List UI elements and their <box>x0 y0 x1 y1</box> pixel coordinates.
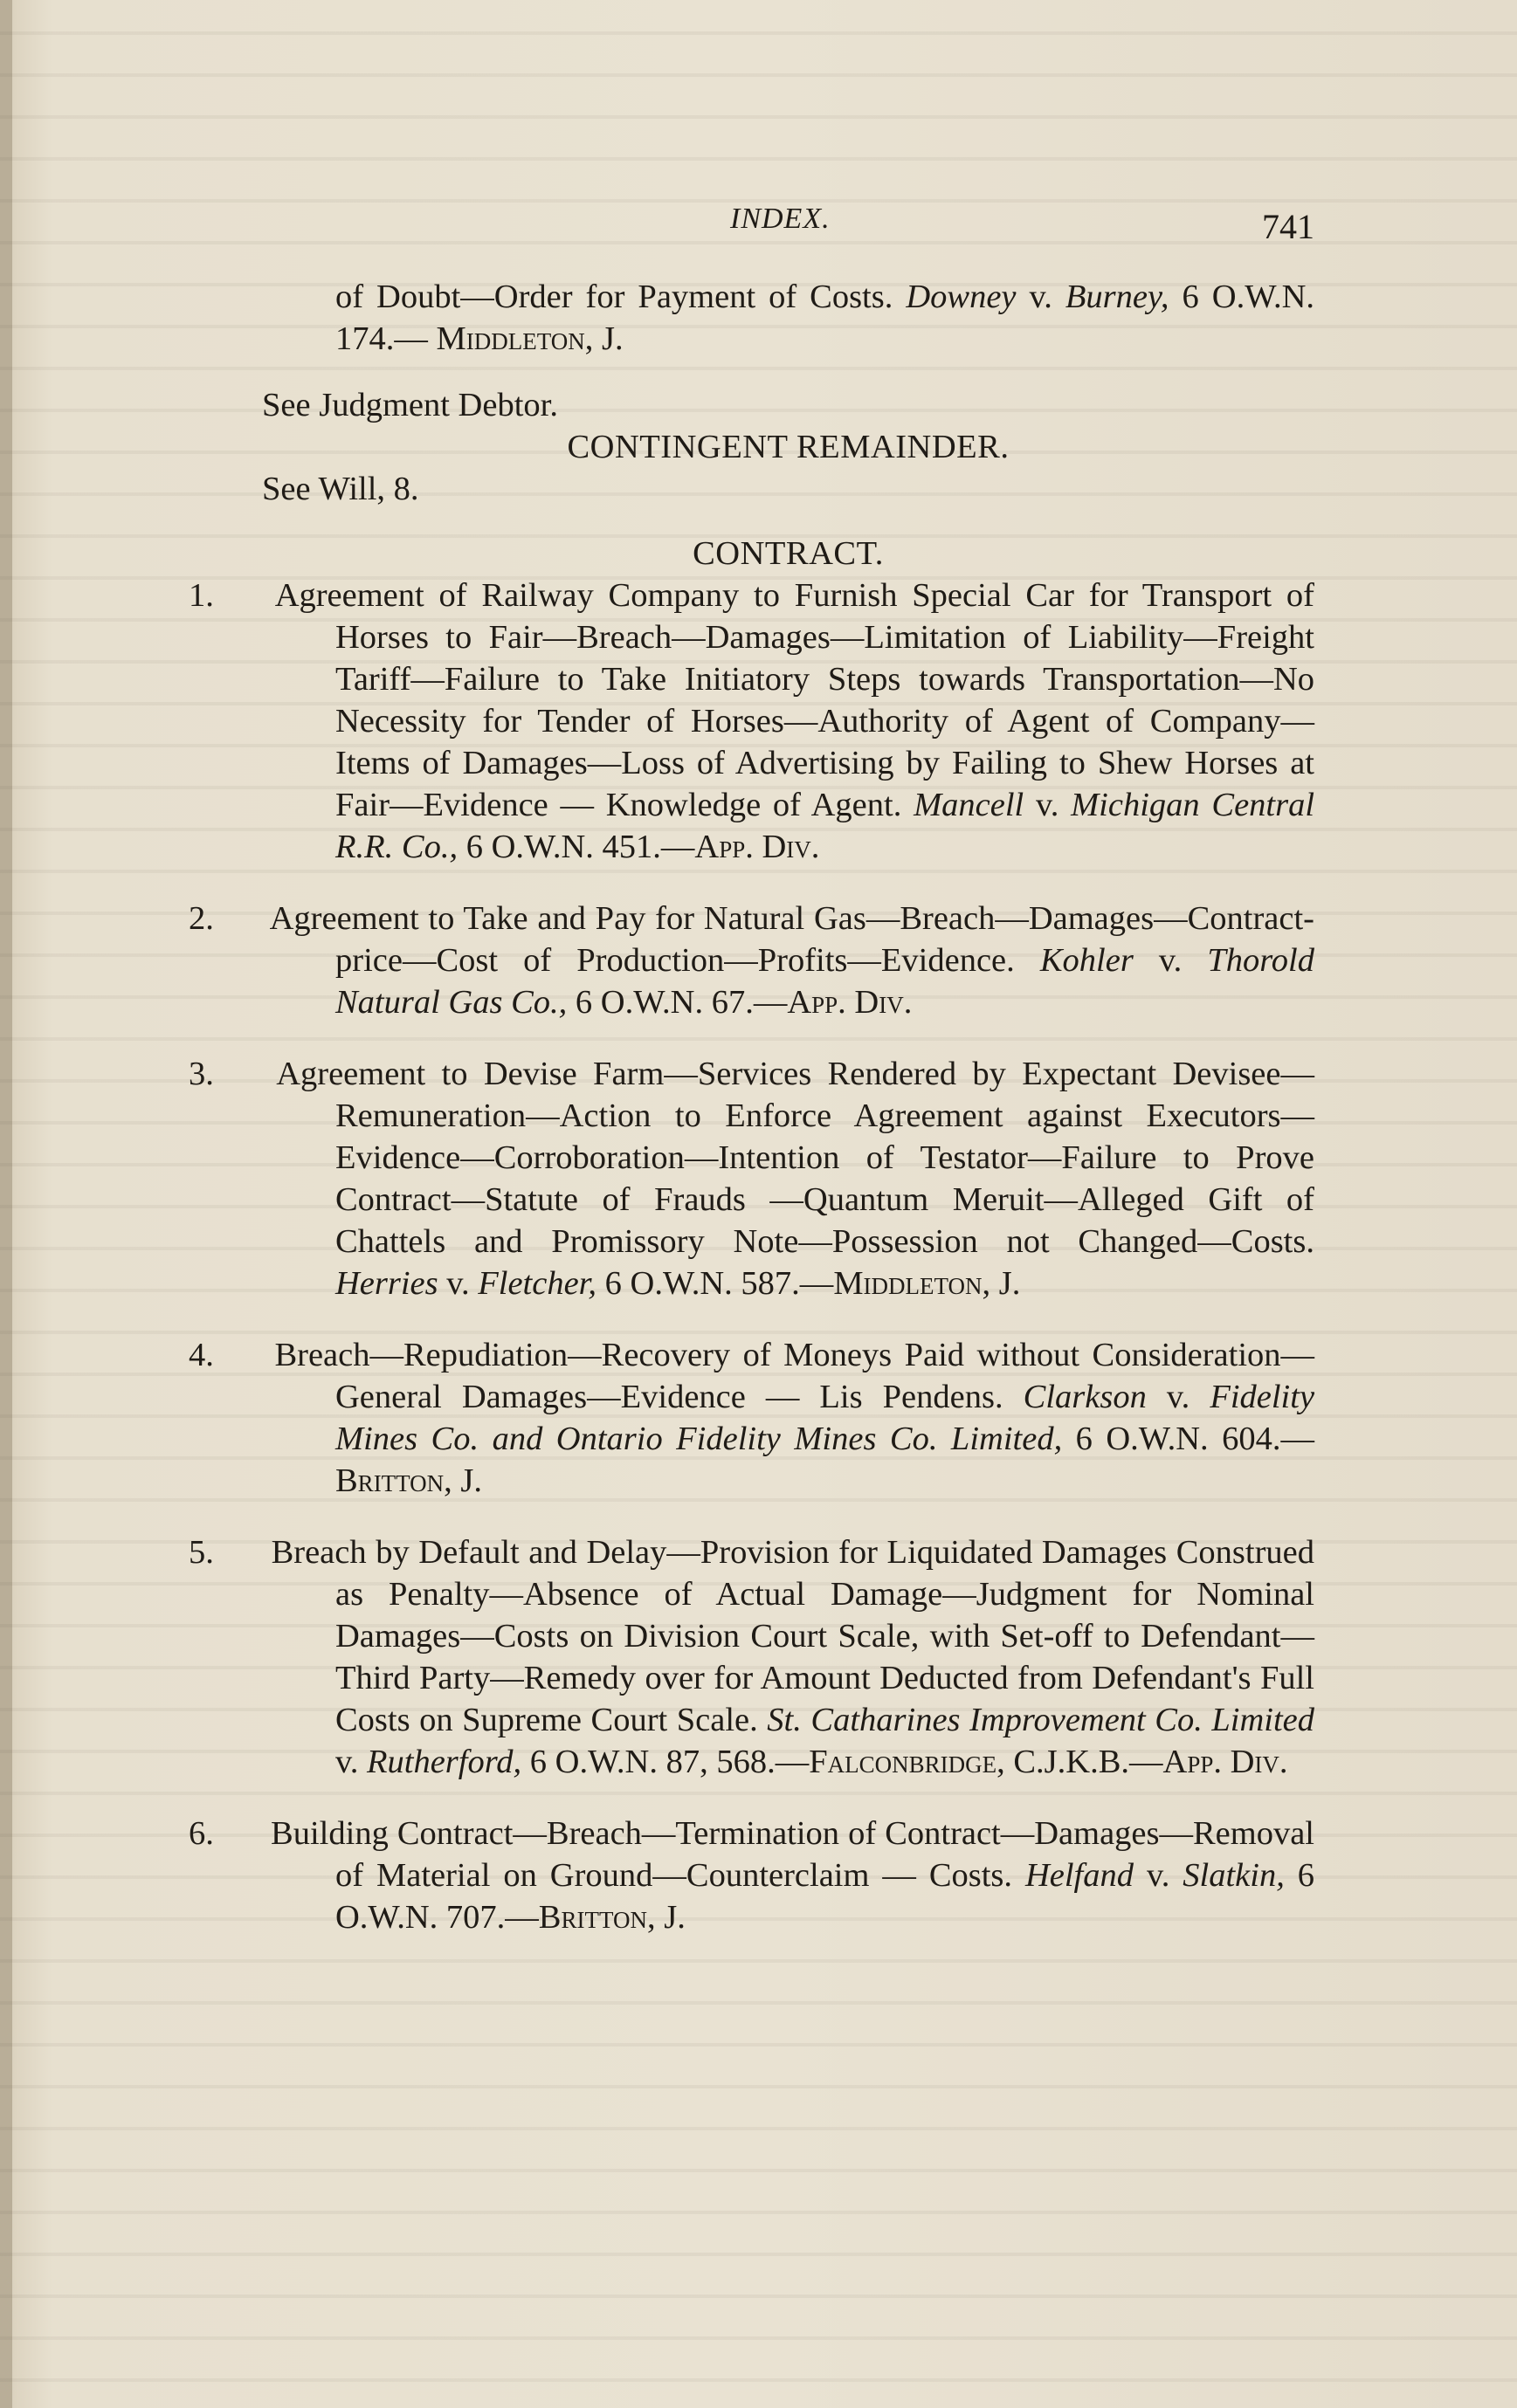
entry-party2: Thorold Natural Gas Co., <box>335 942 1315 1021</box>
entry-party2: Fletcher, <box>478 1265 597 1302</box>
entry-party1: Mancell <box>914 787 1024 823</box>
entry-court: App. Div. <box>787 984 913 1021</box>
index-text <box>189 276 1315 1968</box>
page-number: 741 <box>1262 207 1314 246</box>
continued-entry-text: of Doubt—Order for Payment of Costs. <box>335 279 893 315</box>
entry-v: v. <box>1166 1379 1190 1415</box>
section-heading-contingent-remainder: CONTINGENT REMAINDER. <box>567 429 1010 465</box>
entry-party2: Slatkin, <box>1183 1857 1285 1894</box>
contract-entry: 3. Agreement to Devise Farm—Services Rendered by Expectant Devisee—Remuneration—Action to Enforce Agreement against Executors—Evidence—Corroboration—Intention of Testator—Failure to Prove Contract—Statute of Frauds —Quantum Meruit—Alleged Gift of Chattels and Promissory Note—Possession not Changed—Costs. Herries v. Fletcher, 6 O.W.N. 587.—Middleton, J. <box>189 1056 1314 1302</box>
contract-entries <box>189 574 1315 1938</box>
running-head <box>262 203 1314 250</box>
contract-entry: 6. Building Contract—Breach—Termination of Contract—Damages—Removal of Material on Ground—Counterclaim — Costs. Helfand v. Slatkin, 6 O.W.N. 707.—Britton, J. <box>189 1815 1315 1936</box>
entry-party1: Herries <box>335 1265 438 1302</box>
entry-v: v. <box>335 1744 359 1780</box>
continued-entry-party2: Burney, <box>1065 279 1169 315</box>
entry-text: Agreement to Devise Farm—Services Rendered by Expectant Devisee—Remuneration—Action to Enforce Agreement against Executors—Evidence—Corroboration—Intention of Testator—Failure to Prove Contract—Statute of Frauds —Quantum Meruit—Alleged Gift of Chattels and Promissory Note—Possession not Changed—Costs. <box>276 1056 1314 1260</box>
cross-reference-will: See Will, 8. <box>262 471 419 507</box>
continued-entry-v: v. <box>1029 279 1052 315</box>
running-head-title: INDEX. <box>730 203 831 235</box>
entry-text: Breach—Repudiation—Recovery of Moneys Paid without Consideration—General Damages—Evidence — Lis Pendens. <box>274 1337 1315 1415</box>
continued-entry-party1: Downey <box>906 279 1017 315</box>
entry-party2: Rutherford, <box>367 1744 522 1780</box>
entry-v: v. <box>1158 942 1183 979</box>
contract-entry: 5. Breach by Default and Delay—Provision for Liquidated Damages Construed as Penalty—Absence of Actual Damage—Judgment for Nominal Damages—Costs on Division Court Scale, with Set-off to Defendant—Third Party—Remedy over for Amount Deducted from Defendant's Full Costs on Supreme Court Scale. St. Catharines Improvement Co. Limited v. Rutherford, 6 O.W.N. 87, 568.—Falconbridge, C.J.K.B.—App. Div. <box>189 1534 1315 1780</box>
contract-entry: 2. Agreement to Take and Pay for Natural Gas—Breach—Damages—Contract-price—Cost of Production—Profits—Evidence. Kohler v. Thorold Natural Gas Co., 6 O.W.N. 67.—App. Div. <box>189 900 1315 1021</box>
entry-party2: Michigan Central R.R. Co., <box>335 787 1315 865</box>
entry-party1: St. Catharines Improvement Co. Limited <box>767 1702 1314 1738</box>
entry-court: App. Div. <box>694 829 820 865</box>
entry-text: Breach by Default and Delay—Provision for Liquidated Damages Construed as Penalty—Absence of Actual Damage—Judgment for Nominal Damages—Costs on Division Court Scale, with Set-off to Defendant—Third Party—Remedy over for Amount Deducted from Defendant's Full Costs on Supreme Court Scale. <box>271 1534 1315 1738</box>
entry-citation: 6 O.W.N. 67.— <box>575 984 788 1021</box>
entry-citation: 6 O.W.N. 707.— <box>335 1857 1315 1936</box>
page-gutter <box>0 0 12 2408</box>
entry-v: v. <box>446 1265 470 1302</box>
entry-party1: Helfand <box>1024 1857 1134 1894</box>
entry-court: Falconbridge, C.J.K.B.—App. Div. <box>809 1744 1288 1780</box>
entry-court: Middleton, J. <box>833 1265 1021 1302</box>
entry-citation: 6 O.W.N. 87, 568.— <box>529 1744 810 1780</box>
entry-citation: 6 O.W.N. 451.— <box>465 829 695 865</box>
continued-entry <box>335 276 1314 360</box>
entry-court: Britton, J. <box>538 1899 686 1936</box>
entry-citation: 6 O.W.N. 604.— <box>1075 1421 1315 1457</box>
entry-citation: 6 O.W.N. 587.— <box>604 1265 834 1302</box>
entry-party2: Fidelity Mines Co. and Ontario Fidelity Mines Co. Limited, <box>335 1379 1315 1457</box>
continued-entry-citation: 6 O.W.N. 174.— <box>335 279 1315 357</box>
entry-party1: Clarkson <box>1023 1379 1147 1415</box>
entry-party1: Kohler <box>1039 942 1134 979</box>
contract-entry: 4. Breach—Repudiation—Recovery of Moneys Paid without Consideration—General Damages—Evidence — Lis Pendens. Clarkson v. Fidelity Mines Co. and Ontario Fidelity Mines Co. Limited, 6 O.W.N. 604.—Britton, J. <box>189 1337 1315 1499</box>
entry-v: v. <box>1146 1857 1170 1894</box>
section-heading-contract: CONTRACT. <box>693 535 884 572</box>
continued-entry-judge: Middleton, J. <box>436 320 624 357</box>
entry-v: v. <box>1035 787 1059 823</box>
entry-text: Agreement to Take and Pay for Natural Gas—Breach—Damages—Contract-price—Cost of Production—Profits—Evidence. <box>269 900 1314 979</box>
entry-text: Building Contract—Breach—Termination of Contract—Damages—Removal of Material on Ground—Counterclaim — Costs. <box>271 1815 1315 1894</box>
contract-entry: 1. Agreement of Railway Company to Furnish Special Car for Transport of Horses to Fair—Breach—Damages—Limitation of Liability—Freight Tariff—Failure to Take Initiatory Steps towards Transportation—No Necessity for Tender of Horses—Authority of Agent of Company—Items of Damages—Loss of Advertising by Failing to Shew Horses at Fair—Evidence — Knowledge of Agent. Mancell v. Michigan Central R.R. Co., 6 O.W.N. 451.—App. Div. <box>189 577 1315 865</box>
cross-reference-judgment-debtor: See Judgment Debtor. <box>262 387 558 423</box>
entry-court: Britton, J. <box>335 1462 483 1499</box>
entry-text: Agreement of Railway Company to Furnish Special Car for Transport of Horses to Fair—Breach—Damages—Limitation of Liability—Freight Tariff—Failure to Take Initiatory Steps towards Transportation—No Necessity for Tender of Horses—Authority of Agent of Company—Items of Damages—Loss of Advertising by Failing to Shew Horses at Fair—Evidence — Knowledge of Agent. <box>274 577 1314 823</box>
